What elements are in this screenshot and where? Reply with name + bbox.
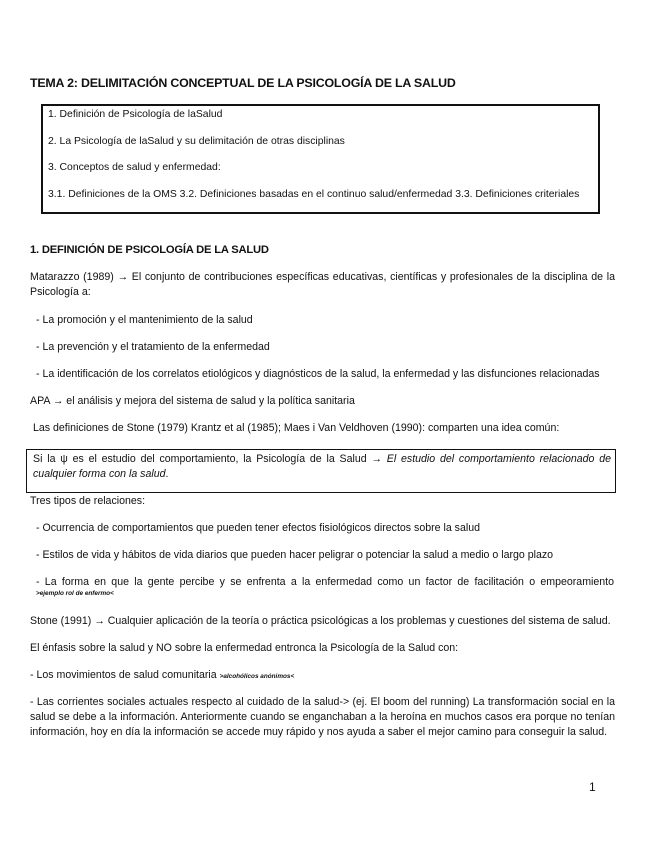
- enfasis-paragraph: El énfasis sobre la salud y NO sobre la enfermedad entronca la Psicología de la Salud con:: [30, 642, 459, 654]
- bullet-identificacion: - La identificación de los correlatos etiológicos y diagnósticos de la salud, la enfermedad y las disfunciones relacionadas: [36, 368, 600, 380]
- tres-tipos-label: Tres tipos de relaciones:: [30, 495, 146, 507]
- stone-paragraph: Stone (1991) → Cualquier aplicación de la teoría o práctica psicológicas a los problemas y cuestiones del sistema de salud.: [30, 615, 611, 627]
- relation-item-3: - La forma en que la gente percibe y se enfrenta a la enfermedad como un factor de facilitación o empeoramiento: [36, 576, 614, 588]
- movimientos-item: [30, 668, 615, 684]
- corrientes-paragraph: - Las corrientes sociales actuales respecto al cuidado de la salud-> (ej. El boom del running) La transformación social en la salud se debe a la información. Anteriormente cuando se enganchaban a la heroína en muchos casos era porque no tenían información, hoy en día la información se accede muy rápido y nos ayuda a saber el mejor camino para conseguir la salud.: [30, 696, 615, 738]
- matarazzo-paragraph: Matarazzo (1989) → El conjunto de contribuciones específicas educativas, científicas y profesionales de la disciplina de la Psicología a:: [30, 271, 615, 298]
- definition-plain: Si la ψ es el estudio del comportamiento, la Psicología de la Salud →: [33, 453, 387, 465]
- definitions-paragraph: Las definiciones de Stone (1979) Krantz et al (1985); Maes i Van Veldhoven (1990): comparten una idea común:: [33, 422, 560, 434]
- relation-item-2: - Estilos de vida y hábitos de vida diarios que pueden hacer peligrar o potenciar la salud a medio o largo plazo: [36, 549, 554, 561]
- definition-end: .: [165, 468, 169, 480]
- table-of-contents-box: [41, 104, 600, 214]
- page-number: 1: [589, 780, 596, 794]
- relation-item-1: - Ocurrencia de comportamientos que pueden tener efectos fisiológicos directos sobre la salud: [36, 522, 481, 534]
- toc-item-1: 1. Definición de Psicología de laSalud: [48, 109, 223, 120]
- relation-note: >ejemplo rol de enfermo<: [36, 590, 114, 597]
- toc-item-3: 3. Conceptos de salud y enfermedad:: [48, 162, 221, 173]
- apa-paragraph: APA → el análisis y mejora del sistema de salud y la política sanitaria: [30, 395, 355, 407]
- movimientos-note: >alcohólicos anónimos<: [219, 673, 295, 680]
- definition-box-text: [33, 452, 611, 482]
- definition-box: [26, 449, 616, 493]
- definition-italic: El estudio del comportamiento relacionado de cualquier forma con la salud: [33, 453, 611, 480]
- toc-item-2: 2. La Psicología de laSalud y su delimitación de otras disciplinas: [48, 136, 345, 147]
- page-title: TEMA 2: DELIMITACIÓN CONCEPTUAL DE LA PSICOLOGÍA DE LA SALUD: [30, 76, 456, 90]
- toc-item-3-1: 3.1. Definiciones de la OMS 3.2. Definiciones basadas en el continuo salud/enfermedad 3.3. Definiciones criteriales: [48, 189, 580, 200]
- movimientos-text: - Los movimientos de salud comunitaria: [30, 669, 220, 681]
- bullet-promocion: - La promoción y el mantenimiento de la salud: [36, 314, 253, 326]
- bullet-prevencion: - La prevención y el tratamiento de la enfermedad: [36, 341, 270, 353]
- section-heading: 1. DEFINICIÓN DE PSICOLOGÍA DE LA SALUD: [30, 244, 269, 256]
